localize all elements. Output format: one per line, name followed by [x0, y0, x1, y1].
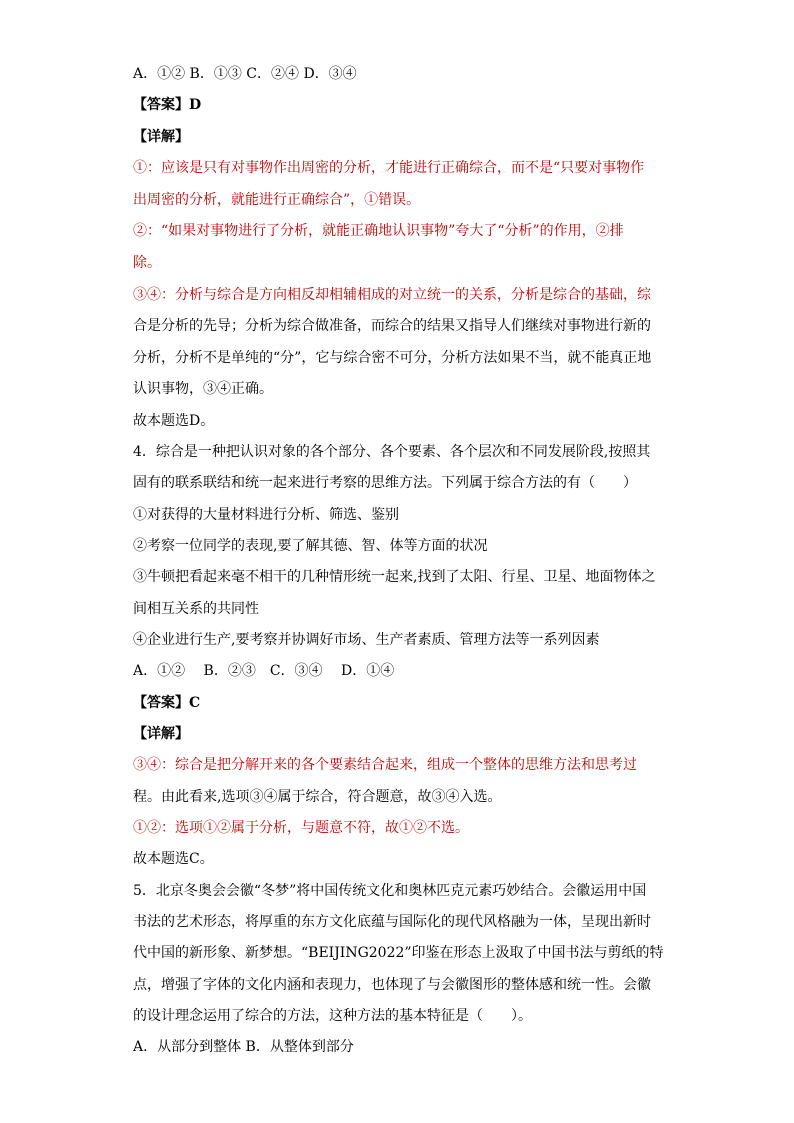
- q4-options: A．①② B．②③ C．③④ D．①④: [133, 663, 395, 679]
- q4-explanation-line: ③④：综合是把分解开来的各个要素结合起来，组成一个整体的思维方法和思考过: [133, 757, 637, 773]
- q4-answer: 【答案】C: [133, 695, 201, 711]
- q4-stem-line: 4．综合是一种把认识对象的各个部分、各个要素、各个层次和不同发展阶段,按照其: [133, 444, 651, 460]
- q5-stem-line: 的设计理念运用了综合的方法，这种方法的基本特征是（ ）。: [133, 1008, 532, 1024]
- q4-item: ③牛顿把看起来毫不相干的几种情形统一起来,找到了太阳、行星、卫星、地面物体之: [133, 569, 656, 585]
- q3-explain-label: 【详解】: [133, 129, 189, 145]
- q3-explanation-line: 出周密的分析，就能进行正确综合”，①错误。: [133, 192, 421, 208]
- q4-item: ①对获得的大量材料进行分析、筛选、鉴别: [133, 507, 399, 523]
- q4-conclusion: 故本题选C。: [133, 851, 214, 867]
- q4-stem-line: 固有的联系联结和统一起来进行考察的思维方法。下列属于综合方法的有（ ）: [133, 475, 637, 491]
- q3-conclusion: 故本题选D。: [133, 413, 215, 429]
- q4-explanation-line: 程。由此看来,选项③④属于综合，符合题意，故③④入选。: [133, 789, 502, 805]
- q3-explanation-line: 分析，分析不是单纯的“分”，它与综合密不可分，分析方法如果不当，就不能真正地: [133, 350, 652, 366]
- q4-explanation-line: ①②：选项①②属于分析，与题意不符，故①②不选。: [133, 820, 469, 836]
- q3-explanation-line: ②：“如果对事物进行了分析，就能正确地认识事物”夸大了“分析”的作用，②排: [133, 223, 624, 239]
- q3-options: A．①② B．①③ C．②④ D．③④: [133, 66, 357, 82]
- q4-item: 间相互关系的共同性: [133, 601, 259, 617]
- q3-answer: 【答案】D: [133, 97, 202, 113]
- q3-explanation-line: 认识事物，③④正确。: [133, 381, 273, 397]
- q5-options: A．从部分到整体 B．从整体到部分: [133, 1039, 354, 1055]
- q3-explanation-line: 合是分析的先导；分析为综合做准备，而综合的结果又指导人们继续对事物进行新的: [133, 318, 651, 334]
- q5-stem-line: 5．北京冬奥会会徽“冬梦”将中国传统文化和奥林匹克元素巧妙结合。会徽运用中国: [133, 883, 647, 899]
- q3-explanation-line: 除。: [133, 255, 161, 271]
- q5-stem-line: 书法的艺术形态，将厚重的东方文化底蕴与国际化的现代风格融为一体，呈现出新时: [133, 914, 651, 930]
- q4-item: ④企业进行生产,要考察并协调好市场、生产者素质、管理方法等一系列因素: [133, 632, 600, 648]
- q5-stem-line: 代中国的新形象、新梦想。“BEIJING2022”印鉴在形态上汲取了中国书法与剪纸的特: [133, 945, 664, 961]
- q4-explain-label: 【详解】: [133, 726, 189, 742]
- q3-explanation-line: ①：应该是只有对事物作出周密的分析，才能进行正确综合，而不是“只要对事物作: [133, 160, 645, 176]
- q5-stem-line: 点，增强了字体的文化内涵和表现力，也体现了与会徽图形的整体感和统一性。会徽: [133, 977, 651, 993]
- q4-item: ②考察一位同学的表现,要了解其德、智、体等方面的状况: [133, 538, 488, 554]
- q3-explanation-line: ③④：分析与综合是方向相反却相辅相成的对立统一的关系，分析是综合的基础，综: [133, 287, 651, 303]
